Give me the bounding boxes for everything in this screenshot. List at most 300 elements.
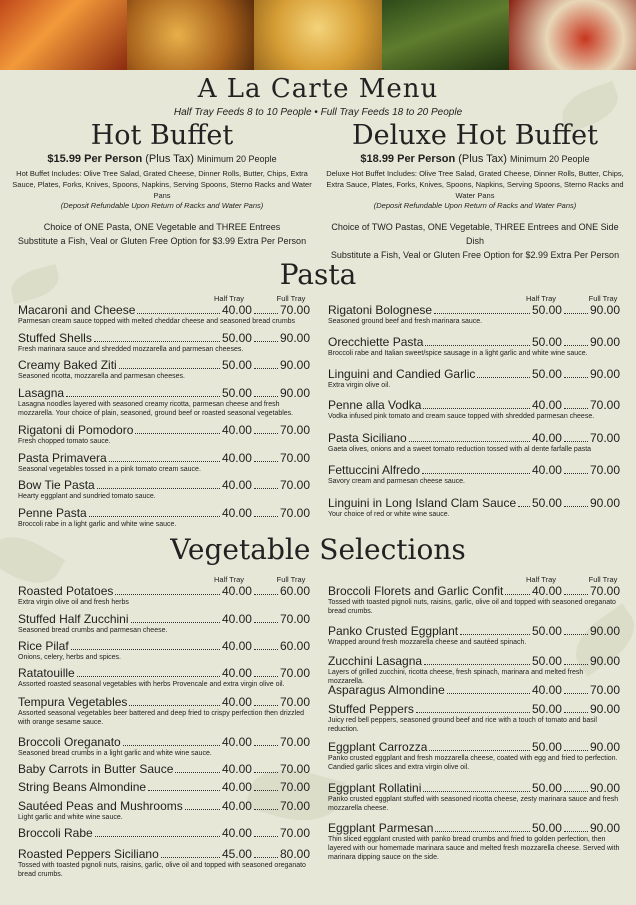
dot-leader bbox=[564, 433, 588, 442]
menu-item-row bbox=[18, 735, 310, 749]
half-tray-price: 50.00 bbox=[531, 654, 562, 668]
menu-item bbox=[18, 695, 310, 727]
menu-item bbox=[18, 799, 310, 822]
half-tray-price: 40.00 bbox=[221, 826, 252, 840]
dot-leader bbox=[435, 823, 530, 832]
half-tray-price: 50.00 bbox=[531, 624, 562, 638]
half-tray-label: Half Tray bbox=[525, 575, 556, 584]
item-description: Seasoned ground beef and fresh marinara sauce. bbox=[328, 318, 483, 325]
dot-leader bbox=[254, 360, 278, 369]
full-tray-price: 90.00 bbox=[589, 624, 620, 638]
dot-leader bbox=[254, 801, 278, 810]
dot-leader bbox=[115, 586, 220, 595]
dot-leader bbox=[564, 656, 588, 665]
item-name: Panko Crusted Eggplant bbox=[328, 624, 459, 638]
menu-item-row bbox=[328, 821, 620, 835]
menu-item bbox=[18, 612, 310, 635]
item-description: Layers of grilled zucchini, ricotta cheese, fresh spinach, marinara and melted fresh mozzarella. bbox=[328, 669, 584, 685]
half-tray-price: 40.00 bbox=[221, 780, 252, 794]
dot-leader bbox=[254, 305, 278, 314]
dot-leader bbox=[477, 369, 530, 378]
item-name: Sautéed Peas and Mushrooms bbox=[18, 799, 183, 813]
dot-leader bbox=[175, 764, 220, 773]
item-name: Pasta Siciliano bbox=[328, 431, 407, 445]
item-description: Extra virgin olive oil and fresh herbs bbox=[18, 599, 129, 606]
hot-buffet-section bbox=[12, 120, 312, 248]
hot-buffet-deposit: (Deposit Refundable Upon Return of Racks and Water Pans) bbox=[60, 201, 264, 210]
menu-item bbox=[328, 303, 620, 326]
item-description: Panko crusted eggplant stuffed with seasoned ricotta cheese, zesty marinara sauce and fresh mozzarella cheese. bbox=[328, 796, 619, 812]
full-tray-price: 70.00 bbox=[279, 735, 310, 749]
dot-leader bbox=[564, 626, 588, 635]
menu-item-row bbox=[18, 303, 310, 317]
half-tray-price: 40.00 bbox=[221, 612, 252, 626]
hot-buffet-choice: Choice of ONE Pasta, ONE Vegetable and THREE Entrees bbox=[43, 222, 281, 232]
half-tray-price: 40.00 bbox=[221, 506, 252, 520]
half-tray-label: Half Tray bbox=[525, 294, 556, 303]
menu-item bbox=[18, 386, 310, 418]
menu-item bbox=[18, 735, 310, 758]
dot-leader bbox=[423, 783, 530, 792]
menu-item-row bbox=[18, 695, 310, 709]
item-name: Stuffed Peppers bbox=[328, 702, 414, 716]
full-tray-price: 90.00 bbox=[279, 331, 310, 345]
half-tray-price: 40.00 bbox=[531, 431, 562, 445]
item-description: Broccoli rabe and Italian sweet/spice sausage in a light garlic and white wine sauce. bbox=[328, 350, 588, 357]
hot-buffet-title: Hot Buffet bbox=[90, 120, 234, 151]
dot-leader bbox=[254, 425, 278, 434]
dot-leader bbox=[564, 685, 588, 694]
full-tray-price: 70.00 bbox=[589, 463, 620, 477]
dot-leader bbox=[254, 782, 278, 791]
menu-item-row bbox=[328, 624, 620, 638]
page-subtitle: Half Tray Feeds 8 to 10 People • Full Tray Feeds 18 to 20 People bbox=[173, 107, 463, 118]
item-name: Macaroni and Cheese bbox=[18, 303, 136, 317]
half-tray-price: 40.00 bbox=[531, 463, 562, 477]
half-tray-price: 40.00 bbox=[221, 478, 252, 492]
item-name: Linguini and Candied Garlic bbox=[328, 367, 476, 381]
full-tray-price: 70.00 bbox=[589, 584, 620, 598]
deluxe-buffet-substitute: Substitute a Fish, Veal or Gluten Free Option for $2.99 Extra Per Person bbox=[330, 250, 620, 260]
full-tray-price: 70.00 bbox=[279, 303, 310, 317]
menu-item bbox=[328, 821, 620, 862]
menu-item-row bbox=[328, 683, 620, 697]
full-tray-price: 70.00 bbox=[279, 799, 310, 813]
full-tray-price: 90.00 bbox=[589, 702, 620, 716]
menu-item-row bbox=[18, 423, 310, 437]
menu-item-row bbox=[18, 612, 310, 626]
item-name: Linguini in Long Island Clam Sauce bbox=[328, 496, 517, 510]
food-photo-banner bbox=[0, 0, 636, 70]
half-tray-price: 40.00 bbox=[221, 639, 252, 653]
menu-item bbox=[328, 781, 620, 813]
item-description: Thin sliced eggplant crusted with panko bread crumbs and fried to golden perfection, then layered with our homemade marinara sauce and melted fresh mozzarella cheese. Served with marinara dipping sauce on the side. bbox=[328, 836, 620, 861]
full-tray-price: 60.00 bbox=[279, 584, 310, 598]
dot-leader bbox=[109, 453, 220, 462]
menu-item bbox=[328, 584, 620, 616]
menu-item bbox=[18, 423, 310, 446]
item-description: Fresh chopped tomato sauce. bbox=[18, 438, 111, 445]
item-name: Stuffed Shells bbox=[18, 331, 92, 345]
item-name: Asparagus Almondine bbox=[328, 683, 445, 697]
dot-leader bbox=[97, 480, 220, 489]
menu-item-row bbox=[18, 799, 310, 813]
full-tray-price: 70.00 bbox=[279, 506, 310, 520]
dot-leader bbox=[423, 400, 530, 409]
dot-leader bbox=[89, 508, 220, 517]
dot-leader bbox=[66, 388, 220, 397]
item-description: Assorted seasonal vegetables beer battered and deep fried to crispy perfection then drizzled with orange sesame sauce. bbox=[18, 710, 305, 726]
veg-right-size-labels bbox=[510, 575, 634, 584]
item-description: Seasoned bread crumbs and parmesan cheese. bbox=[18, 627, 168, 634]
menu-item bbox=[328, 335, 620, 358]
full-tray-price: 70.00 bbox=[279, 423, 310, 437]
half-tray-price: 50.00 bbox=[531, 740, 562, 754]
item-name: Zucchini Lasagna bbox=[328, 654, 423, 668]
dot-leader bbox=[564, 704, 588, 713]
item-description: Fresh marinara sauce and shredded mozzarella and parmesan cheeses. bbox=[18, 346, 244, 353]
item-description: Wrapped around fresh mozzarella cheese and sautéed spinach. bbox=[328, 639, 527, 646]
dot-leader bbox=[185, 801, 220, 810]
dot-leader bbox=[564, 823, 588, 832]
full-tray-price: 90.00 bbox=[589, 740, 620, 754]
menu-item bbox=[328, 740, 620, 772]
food-photo bbox=[0, 0, 127, 70]
menu-item bbox=[18, 780, 310, 794]
item-name: Baby Carrots in Butter Sauce bbox=[18, 762, 174, 776]
item-name: Ratatouille bbox=[18, 666, 75, 680]
deluxe-buffet-price bbox=[322, 153, 628, 165]
item-description: Seasoned ricotta, mozzarella and parmesan cheeses. bbox=[18, 373, 185, 380]
dot-leader bbox=[505, 586, 530, 595]
dot-leader bbox=[564, 337, 588, 346]
hot-buffet-price bbox=[12, 153, 312, 165]
half-tray-label: Half Tray bbox=[213, 294, 244, 303]
dot-leader bbox=[129, 697, 220, 706]
menu-item bbox=[18, 826, 310, 840]
price-value: $15.99 Per Person bbox=[47, 153, 143, 165]
item-description: Hearty eggplant and sundried tomato sauce. bbox=[18, 493, 156, 500]
menu-item-row bbox=[328, 431, 620, 445]
half-tray-price: 50.00 bbox=[531, 335, 562, 349]
menu-item bbox=[328, 398, 620, 421]
item-name: Bow Tie Pasta bbox=[18, 478, 95, 492]
price-value: $18.99 Per Person bbox=[360, 153, 456, 165]
dot-leader bbox=[137, 305, 220, 314]
dot-leader bbox=[254, 453, 278, 462]
full-tray-price: 70.00 bbox=[589, 398, 620, 412]
menu-item-row bbox=[328, 584, 620, 598]
item-name: Orecchiette Pasta bbox=[328, 335, 424, 349]
half-tray-price: 40.00 bbox=[221, 584, 252, 598]
half-tray-price: 50.00 bbox=[221, 358, 252, 372]
item-description: Your choice of red or white wine sauce. bbox=[328, 511, 450, 518]
half-tray-label: Half Tray bbox=[213, 575, 244, 584]
menu-item bbox=[18, 358, 310, 381]
dot-leader bbox=[564, 465, 588, 474]
full-tray-price: 90.00 bbox=[589, 821, 620, 835]
half-tray-price: 50.00 bbox=[531, 303, 562, 317]
dot-leader bbox=[254, 586, 278, 595]
menu-item-row bbox=[328, 335, 620, 349]
full-tray-price: 60.00 bbox=[279, 639, 310, 653]
half-tray-price: 50.00 bbox=[221, 386, 252, 400]
half-tray-price: 40.00 bbox=[221, 303, 252, 317]
dot-leader bbox=[94, 333, 220, 342]
full-tray-price: 80.00 bbox=[279, 847, 310, 861]
item-description: Seasonal vegetables tossed in a pink tomato cream sauce. bbox=[18, 466, 201, 473]
menu-item bbox=[328, 683, 620, 697]
plus-tax: (Plus Tax) bbox=[458, 153, 507, 165]
dot-leader bbox=[409, 433, 530, 442]
half-tray-price: 50.00 bbox=[531, 367, 562, 381]
menu-item-row bbox=[328, 702, 620, 716]
dot-leader bbox=[77, 668, 220, 677]
full-tray-price: 70.00 bbox=[279, 612, 310, 626]
half-tray-price: 40.00 bbox=[221, 666, 252, 680]
menu-item bbox=[18, 478, 310, 501]
half-tray-price: 45.00 bbox=[221, 847, 252, 861]
hot-buffet-includes: Hot Buffet Includes: Olive Tree Salad, Grated Cheese, Dinner Rolls, Butter, Chips, Extra Sauce, Plates, Forks, Knives, Spoons, Napkins, Serving Spoons, Sterno Racks and Water Pans bbox=[12, 169, 312, 200]
half-tray-price: 50.00 bbox=[531, 821, 562, 835]
full-tray-price: 90.00 bbox=[589, 654, 620, 668]
full-tray-price: 90.00 bbox=[279, 386, 310, 400]
dot-leader bbox=[254, 333, 278, 342]
dot-leader bbox=[564, 400, 588, 409]
menu-item-row bbox=[328, 367, 620, 381]
half-tray-price: 50.00 bbox=[221, 331, 252, 345]
minimum: Minimum 20 People bbox=[197, 154, 277, 164]
item-description: Tossed with toasted pignoli nuts, raisins, garlic, olive oil and topped with seasoned oreganato bread crumbs. bbox=[18, 862, 306, 878]
dot-leader bbox=[254, 508, 278, 517]
menu-item bbox=[18, 639, 310, 662]
item-description: Tossed with toasted pignoli nuts, raisins, garlic, olive oil and topped with seasoned oreganato bread crumbs. bbox=[328, 599, 616, 615]
menu-item-row bbox=[328, 740, 620, 754]
item-description: Extra virgin olive oil. bbox=[328, 382, 391, 389]
dot-leader bbox=[131, 614, 220, 623]
food-photo bbox=[509, 0, 636, 70]
full-tray-price: 90.00 bbox=[589, 303, 620, 317]
item-description: Panko crusted eggplant and fresh mozzarella cheese, coated with egg and fried to perfection. Candied garlic slices and extra virgin olive oil. bbox=[328, 755, 618, 771]
veg-left-size-labels bbox=[198, 575, 322, 584]
deluxe-buffet-deposit: (Deposit Refundable Upon Return of Racks and Water Pans) bbox=[373, 201, 577, 210]
full-tray-price: 70.00 bbox=[279, 451, 310, 465]
item-description: Onions, celery, herbs and spices. bbox=[18, 654, 121, 661]
item-description: Light garlic and white wine sauce. bbox=[18, 814, 123, 821]
menu-item-row bbox=[18, 584, 310, 598]
half-tray-price: 40.00 bbox=[221, 451, 252, 465]
item-description: Lasagna noodles layered with seasoned creamy ricotta, parmesan cheese and fresh mozzarella. Your choice of plain, seasoned, ground beef or roasted seasonal vegetables. bbox=[18, 401, 294, 417]
half-tray-price: 40.00 bbox=[221, 762, 252, 776]
menu-item-row bbox=[328, 781, 620, 795]
menu-item-row bbox=[328, 303, 620, 317]
full-tray-price: 90.00 bbox=[589, 496, 620, 510]
menu-item bbox=[328, 624, 620, 647]
dot-leader bbox=[447, 685, 530, 694]
item-description: Savory cream and parmesan cheese sauce. bbox=[328, 478, 465, 485]
item-name: Rigatoni di Pomodoro bbox=[18, 423, 134, 437]
plus-tax: (Plus Tax) bbox=[145, 153, 194, 165]
full-tray-label: Full Tray bbox=[588, 575, 618, 584]
item-name: Broccoli Florets and Garlic Confit bbox=[328, 584, 504, 598]
full-tray-price: 70.00 bbox=[589, 431, 620, 445]
menu-item-row bbox=[18, 386, 310, 400]
item-name: String Beans Almondine bbox=[18, 780, 147, 794]
dot-leader bbox=[422, 465, 530, 474]
menu-item-row bbox=[18, 358, 310, 372]
dot-leader bbox=[564, 305, 588, 314]
dot-leader bbox=[564, 586, 588, 595]
menu-item-row bbox=[18, 451, 310, 465]
deluxe-buffet-section bbox=[322, 120, 628, 262]
full-tray-price: 70.00 bbox=[279, 478, 310, 492]
item-description: Broccoli rabe in a light garlic and white wine sauce. bbox=[18, 521, 177, 528]
half-tray-price: 40.00 bbox=[531, 584, 562, 598]
dot-leader bbox=[434, 305, 530, 314]
full-tray-price: 70.00 bbox=[589, 683, 620, 697]
dot-leader bbox=[119, 360, 220, 369]
dot-leader bbox=[148, 782, 220, 791]
dot-leader bbox=[161, 849, 220, 858]
menu-item bbox=[328, 702, 620, 734]
menu-item-row bbox=[18, 762, 310, 776]
menu-item bbox=[18, 762, 310, 776]
full-tray-price: 90.00 bbox=[279, 358, 310, 372]
food-photo bbox=[127, 0, 254, 70]
food-photo bbox=[382, 0, 509, 70]
dot-leader bbox=[254, 849, 278, 858]
full-tray-label: Full Tray bbox=[276, 294, 306, 303]
dot-leader bbox=[564, 742, 588, 751]
menu-item bbox=[18, 847, 310, 879]
menu-item bbox=[18, 303, 310, 326]
dot-leader bbox=[460, 626, 530, 635]
dot-leader bbox=[429, 742, 530, 751]
menu-item-row bbox=[328, 463, 620, 477]
item-description: Parmesan cream sauce topped with melted cheddar cheese and seasoned bread crumbs bbox=[18, 318, 296, 325]
minimum: Minimum 20 People bbox=[510, 154, 590, 164]
item-name: Rigatoni Bolognese bbox=[328, 303, 433, 317]
dot-leader bbox=[254, 828, 278, 837]
menu-item-row bbox=[18, 506, 310, 520]
deluxe-buffet-title: Deluxe Hot Buffet bbox=[352, 120, 598, 151]
menu-item bbox=[328, 367, 620, 390]
full-tray-price: 90.00 bbox=[589, 781, 620, 795]
menu-item-row bbox=[18, 847, 310, 861]
item-name: Eggplant Rollatini bbox=[328, 781, 422, 795]
full-tray-price: 70.00 bbox=[279, 695, 310, 709]
menu-item-row bbox=[18, 666, 310, 680]
menu-item bbox=[18, 584, 310, 607]
page-title: A La Carte Menu bbox=[197, 74, 439, 104]
full-tray-price: 90.00 bbox=[589, 367, 620, 381]
dot-leader bbox=[254, 764, 278, 773]
full-tray-label: Full Tray bbox=[588, 294, 618, 303]
full-tray-price: 70.00 bbox=[279, 666, 310, 680]
half-tray-price: 40.00 bbox=[221, 695, 252, 709]
half-tray-price: 50.00 bbox=[531, 702, 562, 716]
menu-item-row bbox=[328, 398, 620, 412]
item-name: Penne alla Vodka bbox=[328, 398, 422, 412]
dot-leader bbox=[123, 737, 220, 746]
item-name: Roasted Peppers Siciliano bbox=[18, 847, 159, 861]
menu-item-row bbox=[18, 780, 310, 794]
dot-leader bbox=[564, 498, 588, 507]
half-tray-price: 40.00 bbox=[221, 735, 252, 749]
food-photo bbox=[254, 0, 381, 70]
menu-item bbox=[18, 506, 310, 529]
dot-leader bbox=[254, 641, 278, 650]
full-tray-label: Full Tray bbox=[276, 575, 306, 584]
item-name: Stuffed Half Zucchini bbox=[18, 612, 129, 626]
menu-item bbox=[328, 496, 620, 519]
dot-leader bbox=[564, 369, 588, 378]
menu-item bbox=[328, 463, 620, 486]
dot-leader bbox=[254, 480, 278, 489]
item-name: Fettuccini Alfredo bbox=[328, 463, 421, 477]
full-tray-price: 90.00 bbox=[589, 335, 620, 349]
item-name: Broccoli Oreganato bbox=[18, 735, 121, 749]
dot-leader bbox=[254, 388, 278, 397]
half-tray-price: 40.00 bbox=[221, 799, 252, 813]
menu-item-row bbox=[328, 496, 620, 510]
menu-item-row bbox=[328, 654, 620, 668]
half-tray-price: 40.00 bbox=[531, 398, 562, 412]
menu-item bbox=[18, 666, 310, 689]
dot-leader bbox=[416, 704, 530, 713]
deluxe-buffet-includes: Deluxe Hot Buffet Includes: Olive Tree Salad, Grated Cheese, Dinner Rolls, Butter, Chips, Extra Sauce, Plates, Forks, Knives, Spoons, Napkins, Serving Spoons, Sterno Racks and Water Pans bbox=[326, 169, 624, 200]
item-description: Vodka infused pink tomato and cream sauce topped with shredded parmesan cheese. bbox=[328, 413, 595, 420]
menu-item-row bbox=[18, 639, 310, 653]
dot-leader bbox=[95, 828, 220, 837]
menu-item-row bbox=[18, 826, 310, 840]
dot-leader bbox=[254, 737, 278, 746]
item-name: Broccoli Rabe bbox=[18, 826, 93, 840]
menu-item bbox=[18, 451, 310, 474]
dot-leader bbox=[254, 697, 278, 706]
vegetable-title: Vegetable Selections bbox=[170, 533, 466, 566]
full-tray-price: 70.00 bbox=[279, 826, 310, 840]
half-tray-price: 40.00 bbox=[221, 423, 252, 437]
item-description: Seasoned bread crumbs in a light garlic and white wine sauce. bbox=[18, 750, 212, 757]
item-name: Rice Pilaf bbox=[18, 639, 69, 653]
full-tray-price: 70.00 bbox=[279, 762, 310, 776]
item-name: Creamy Baked Ziti bbox=[18, 358, 117, 372]
full-tray-price: 70.00 bbox=[279, 780, 310, 794]
deluxe-buffet-choice: Choice of TWO Pastas, ONE Vegetable, THREE Entrees and ONE Side Dish bbox=[331, 222, 619, 246]
hot-buffet-substitute: Substitute a Fish, Veal or Gluten Free Option for $3.99 Extra Per Person bbox=[17, 236, 307, 246]
item-name: Tempura Vegetables bbox=[18, 695, 128, 709]
dot-leader bbox=[425, 337, 530, 346]
dot-leader bbox=[518, 498, 530, 507]
item-description: Assorted roasted seasonal vegetables with herbs Provencale and extra virgin olive oil. bbox=[18, 681, 285, 688]
item-description: Juicy red bell peppers, seasoned ground beef and rice with a touch of tomato and basil reduction. bbox=[328, 717, 597, 733]
item-name: Eggplant Parmesan bbox=[328, 821, 434, 835]
menu-item-row bbox=[18, 331, 310, 345]
dot-leader bbox=[254, 614, 278, 623]
item-name: Roasted Potatoes bbox=[18, 584, 114, 598]
pasta-left-size-labels bbox=[198, 294, 322, 303]
menu-item bbox=[328, 654, 620, 686]
menu-item-row bbox=[18, 478, 310, 492]
dot-leader bbox=[135, 425, 220, 434]
menu-item bbox=[328, 431, 620, 454]
half-tray-price: 50.00 bbox=[531, 781, 562, 795]
item-name: Penne Pasta bbox=[18, 506, 87, 520]
dot-leader bbox=[424, 656, 530, 665]
dot-leader bbox=[254, 668, 278, 677]
dot-leader bbox=[71, 641, 220, 650]
